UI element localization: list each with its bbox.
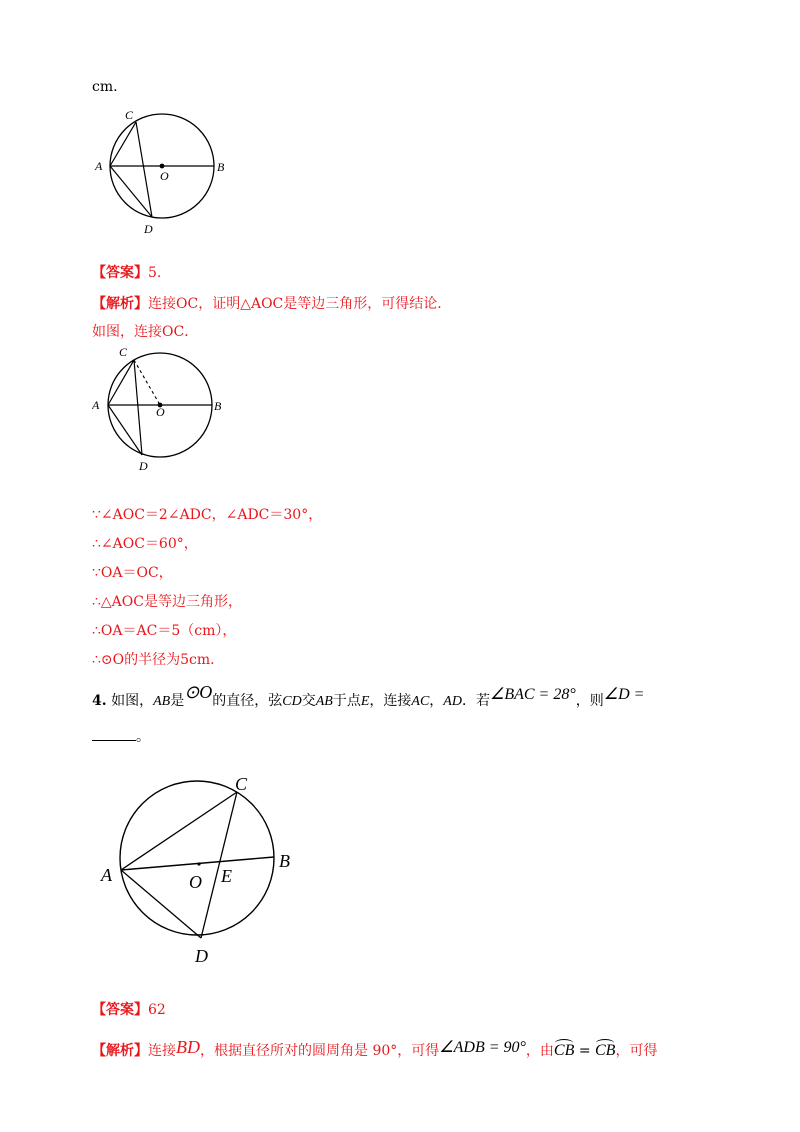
figure-circle-3 [95,770,305,970]
label-b: B [217,160,225,174]
chord-ac [121,792,237,870]
circle [120,781,274,935]
a-equals: = [578,1043,591,1059]
a-text: ，根据直径所对的圆周角是 90°，可得 [200,1043,440,1059]
answer-value: 62 [148,1002,166,1018]
q-angle-ask: ∠D = [603,686,645,703]
step-3: ∵OA＝OC， [92,565,173,581]
a-text: ，由 [525,1043,554,1059]
end-mark: 。 [136,729,150,745]
chord-cd [136,122,152,217]
q-var-e: E [360,694,370,709]
chord-cd [201,792,237,938]
q-var-ab: AB [153,694,171,709]
q-circle-o: ⊙O [184,682,213,702]
center-point [197,862,200,865]
q-text: 如图， [111,693,154,709]
analysis-tag: 【解析】 [92,1043,148,1059]
figure-circle-2 [92,344,242,476]
chord-cd [134,360,142,455]
label-c: C [119,345,128,359]
answer-3 [92,264,161,282]
answer-value: 5. [148,265,162,281]
step-6: ∴⊙O的半径为5cm. [92,652,215,668]
chord-ac [108,360,134,405]
a-arc-cb: CB [553,1042,575,1059]
label-a: A [101,865,112,885]
q-text: ，则 [575,693,604,709]
previous-question-tail: cm. [92,79,118,95]
step-5: ∴OA＝AC＝5（cm）， [92,623,237,639]
figure-intro: 如图，连接OC． [92,324,199,340]
a-var-bd: BD [176,1037,200,1057]
q-var-ac: AC [411,694,430,709]
a-arc-cb: CB [595,1042,616,1059]
q-var-ab: AB [315,694,333,709]
label-a: A [92,398,100,412]
q-text: 的直径，弦 [212,693,283,709]
q-text: ．若 [461,693,490,709]
label-c: C [235,774,248,794]
q-text: ，连接 [369,693,412,709]
question-4 [92,682,645,711]
q-text: 交 [301,693,316,709]
question-number: 4. [92,693,107,709]
answer-blank [92,728,136,741]
answer-4 [92,1001,166,1019]
a-text: 连接 [148,1043,176,1059]
label-o: O [189,872,202,892]
label-d: D [139,459,148,473]
analysis-3 [92,295,451,313]
q-text: 于点 [332,693,361,709]
analysis-text: 连接OC，证明△AOC是等边三角形，可得结论． [148,296,452,312]
q-var-cd: CD [282,694,302,709]
label-d: D [195,946,208,966]
answer-tag: 【答案】 [92,265,148,281]
step-1: ∵∠AOC＝2∠ADC，∠ADC＝30°， [92,507,323,523]
label-a: A [95,159,103,173]
label-o: O [156,405,165,419]
answer-blank-line [92,728,150,746]
center-point [160,164,165,169]
step-2: ∴∠AOC＝60°， [92,536,198,552]
figure-circle-1 [92,104,242,240]
q-text: 是 [170,693,185,709]
analysis-tag: 【解析】 [92,296,148,312]
label-d: D [144,222,153,236]
q-angle-given: ∠BAC = 28° [489,686,576,703]
label-b: B [214,399,222,413]
label-b: B [279,851,290,871]
label-o: O [160,169,169,183]
step-4: ∴△AOC是等边三角形， [92,594,242,610]
label-e: E [221,866,232,886]
chord-ac [110,122,136,166]
segment-oc-dashed [134,360,160,405]
chord-ad [108,405,142,455]
analysis-4 [92,1037,658,1060]
a-text: ，可得 [615,1043,658,1059]
answer-tag: 【答案】 [92,1002,148,1018]
q-var-ad: AD [443,694,462,709]
q-text: ， [429,693,444,709]
label-c: C [125,108,134,122]
a-angle-adb: ∠ADB = 90° [439,1039,526,1056]
